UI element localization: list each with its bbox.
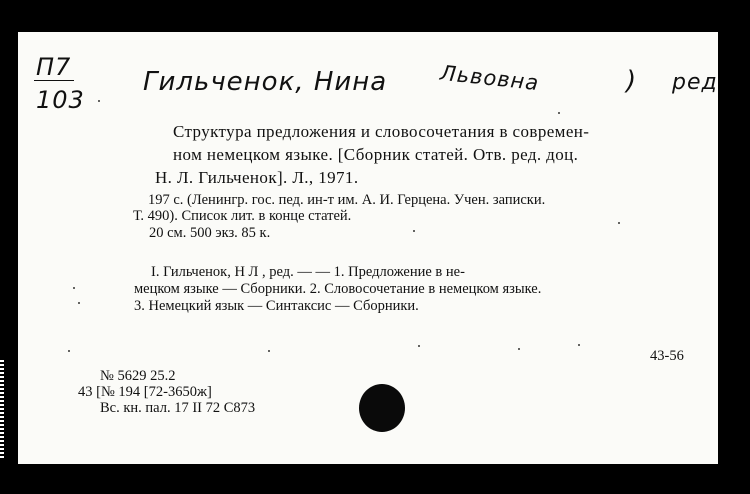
footer-line-2: 43 [№ 194 [72-3650ж] xyxy=(78,384,212,400)
tracing-line-1: I. Гильченок, Н Л , ред. — — 1. Предложение в не- xyxy=(151,264,465,280)
tracing-line-2: мецком языке — Сборники. 2. Словосочетание в немецком языке. xyxy=(134,281,542,297)
speck xyxy=(578,344,580,346)
speck xyxy=(268,350,270,352)
handwritten-role: ред xyxy=(672,70,718,95)
speck xyxy=(413,230,415,232)
title-line-3: Н. Л. Гильченок]. Л., 1971. xyxy=(155,168,359,187)
footer-line-3: Вс. кн. пал. 17 II 72 С873 xyxy=(100,400,256,416)
class-number: 43-56 xyxy=(650,348,684,364)
shelf-mark-bottom: 103 xyxy=(36,86,85,114)
handwritten-patronymic: Львовна xyxy=(439,60,541,96)
catalog-card xyxy=(18,32,718,464)
handwritten-paren: ) xyxy=(626,66,638,96)
handwritten-name: Гильченок, Нина xyxy=(143,67,388,97)
description-line-2: Т. 490). Список лит. в конце статей. xyxy=(133,208,352,224)
speck xyxy=(98,100,100,102)
scan-edge xyxy=(0,360,4,460)
ink-blot xyxy=(359,384,405,432)
speck xyxy=(418,345,420,347)
speck xyxy=(73,287,75,289)
title-line-2: ном немецком языке. [Сборник статей. Отв. ред. доц. xyxy=(173,145,579,164)
speck xyxy=(618,222,620,224)
description-line-1: 197 с. (Ленингр. гос. пед. ин-т им. А. И. Герцена. Учен. записки. xyxy=(148,192,546,208)
speck xyxy=(518,348,520,350)
shelf-mark-top: П7 xyxy=(34,54,74,81)
speck xyxy=(78,302,80,304)
speck xyxy=(558,112,560,114)
title-line-1: Структура предложения и словосочетания в современ- xyxy=(173,122,590,141)
description-line-3: 20 см. 500 экз. 85 к. xyxy=(149,225,271,241)
tracing-line-3: 3. Немецкий язык — Синтаксис — Сборники. xyxy=(134,298,419,314)
footer-line-1: № 5629 25.2 xyxy=(100,368,176,384)
speck xyxy=(68,350,70,352)
